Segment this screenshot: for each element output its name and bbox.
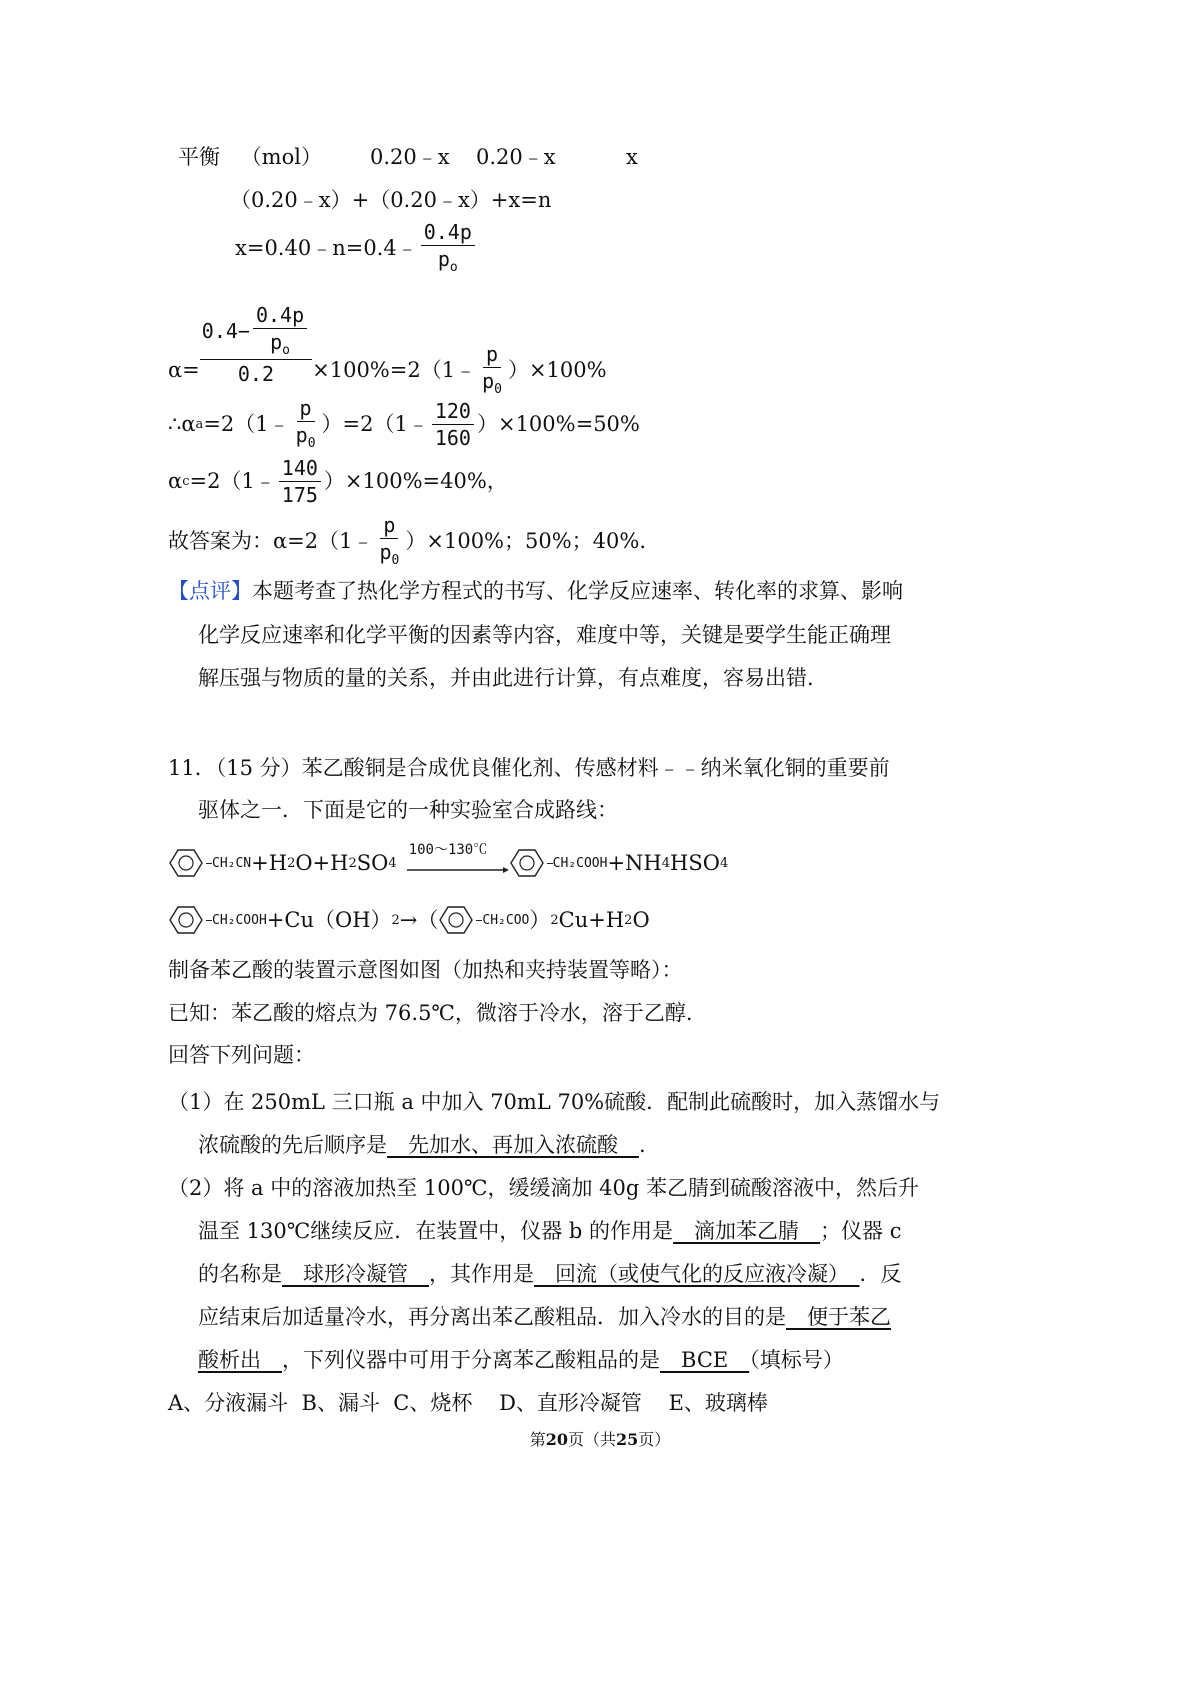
part2-answer-select: BCE <box>660 1348 750 1372</box>
benzene-ring-icon <box>168 905 206 935</box>
comment-line-1: 【点评】本题考查了热化学方程式的书写、化学反应速率、转化率的求算、影响 <box>168 579 903 603</box>
options-line: A、分液漏斗 B、漏斗 C、烧杯 D、直形冷凝管 E、玻璃棒 <box>168 1391 768 1415</box>
fraction-p-p0: $\frac{p}{p_0}$ <box>379 513 400 568</box>
fraction-04p-p0 <box>421 222 475 274</box>
part1-line-2: 浓硫酸的先后顺序是 先加水、再加入浓硫酸 . <box>198 1133 646 1157</box>
q11-line-1: 11．（15 分）苯乙酸铜是合成优良催化剂、传感材料﹣﹣纳米氧化铜的重要前 <box>168 756 890 780</box>
fraction-04p-p0-inner: $\frac{0.4p}{p_o}$ <box>253 305 307 357</box>
page-number: 20 <box>545 1430 568 1449</box>
comment-line-3: 解压强与物质的量的关系，并由此进行计算，有点难度，容易出错. <box>198 666 814 690</box>
part2-line-2: 温至 130℃继续反应．在装置中，仪器 b 的作用是 滴加苯乙腈 ；仪器 c <box>198 1219 902 1243</box>
comment-tag: 【点评】 <box>168 579 252 603</box>
fraction-140-175: $\frac{140}{175}$ <box>279 458 321 505</box>
balance-col2: 0.20﹣x <box>476 145 556 169</box>
fraction-p-p0: $\frac{p}{p_0}$ <box>482 342 502 397</box>
sum-equation: （0.20﹣x）+（0.20﹣x）+x=n <box>230 188 552 212</box>
ch2coo-group: CH₂COO <box>482 912 530 928</box>
fraction-p-p0: $\frac{p}{p_0}$ <box>295 396 316 451</box>
part2-answer-c: 球形冷凝管 <box>282 1262 429 1286</box>
part2-line-4: 应结束后加适量冷水，再分离出苯乙酸粗品．加入冷水的目的是 便于苯乙 <box>198 1305 891 1329</box>
x-equation <box>235 222 478 274</box>
ch2cn-group: CH₂CN <box>212 855 252 871</box>
part2-line-1: （2）将 a 中的溶液加热至 100℃，缓缓滴加 40g 苯乙腈到硫酸溶液中，然后升 <box>168 1176 919 1200</box>
q11-line-2: 驱体之一．下面是它的一种实验室合成路线： <box>198 798 618 822</box>
alpha-a-equation: ∴α a =2（1﹣ $\frac{p}{p_0}$ ）=2（1﹣ $\frac{120}{160}$ ）×100%=50% <box>168 396 640 451</box>
reaction-equation-2: CH₂COOH +Cu（OH） 2 →（ CH₂COO ） 2 Cu+H 2 O <box>168 905 650 935</box>
reaction-condition: 100～130℃ <box>408 842 488 858</box>
alpha-prefix: α= <box>168 357 200 382</box>
part1-answer: 先加水、再加入浓硫酸 <box>387 1133 639 1157</box>
benzene-ring-icon <box>438 905 476 935</box>
part2-answer-b: 滴加苯乙腈 <box>673 1219 821 1243</box>
answer-prompt: 回答下列问题： <box>168 1043 315 1067</box>
unit-label: （mol） <box>240 145 322 169</box>
balance-col3: x <box>626 145 638 169</box>
alpha-denominator: 0.2 <box>237 361 275 386</box>
balance-col1: 0.20﹣x <box>370 145 450 169</box>
page-total: 25 <box>616 1430 639 1449</box>
known-text: 已知：苯乙酸的熔点为 76.5℃，微溶于冷水，溶于乙醇. <box>168 1001 693 1025</box>
answer-line: 故答案为：α=2（1﹣ $\frac{p}{p_0}$ ）×100%；50%；40%. <box>168 513 647 568</box>
alpha-suffix-1: ×100%=2（1﹣ <box>312 357 477 382</box>
alpha-suffix-2: ）×100% <box>507 357 607 382</box>
fraction-120-160: $\frac{120}{160}$ <box>432 401 474 448</box>
reaction-equation-1: CH₂CN +H 2 O+H 2 SO 4 100～130℃ CH₂COOH +NH 4 HSO 4 <box>168 848 728 878</box>
arrow-icon <box>407 865 509 875</box>
fraction-numerator: 0.4p <box>421 222 475 246</box>
balance-row <box>178 147 322 168</box>
ch2cooh-group: CH₂COOH <box>212 912 267 928</box>
part2-line-3: 的名称是 球形冷凝管 ，其作用是 回流（或使气化的反应液冷凝） ．反 <box>198 1262 902 1286</box>
part1-line-1: （1）在 250mL 三口瓶 a 中加入 70mL 70%硫酸．配制此硫酸时，加入蒸馏水与 <box>168 1090 941 1114</box>
benzene-ring-icon <box>168 848 206 878</box>
setup-text: 制备苯乙酸的装置示意图如图（加热和夹持装置等略）： <box>168 958 683 982</box>
balance-label: 平衡 <box>178 145 220 169</box>
alpha-equation <box>168 296 607 396</box>
part2-answer-role: 回流（或使气化的反应液冷凝） <box>534 1262 860 1286</box>
page-footer: 第20页（共25页） <box>529 1430 671 1449</box>
fraction-denominator: $p_o$ <box>437 247 458 275</box>
ch2cooh-group: CH₂COOH <box>552 855 608 871</box>
alpha-c-equation: α c =2（1﹣ $\frac{140}{175}$ ）×100%=40%， <box>168 456 508 507</box>
benzene-ring-icon <box>509 848 547 878</box>
part2-answer-water-2: 酸析出 <box>198 1348 282 1372</box>
part2-answer-water-1: 便于苯乙 <box>786 1305 891 1329</box>
comment-line-2: 化学反应速率和化学平衡的因素等内容，难度中等，关键是要学生能正确理 <box>198 623 891 647</box>
alpha-big-fraction <box>200 302 312 386</box>
reaction-arrow <box>407 842 509 877</box>
alpha-numerator: 0.4− $\frac{0.4p}{p_o}$ <box>200 305 312 360</box>
part2-line-5: 酸析出 ，下列仪器中可用于分离苯乙酸粗品的是 BCE （填标号） <box>198 1348 844 1372</box>
x-eq-prefix: x=0.40﹣n=0.4﹣ <box>235 235 418 260</box>
